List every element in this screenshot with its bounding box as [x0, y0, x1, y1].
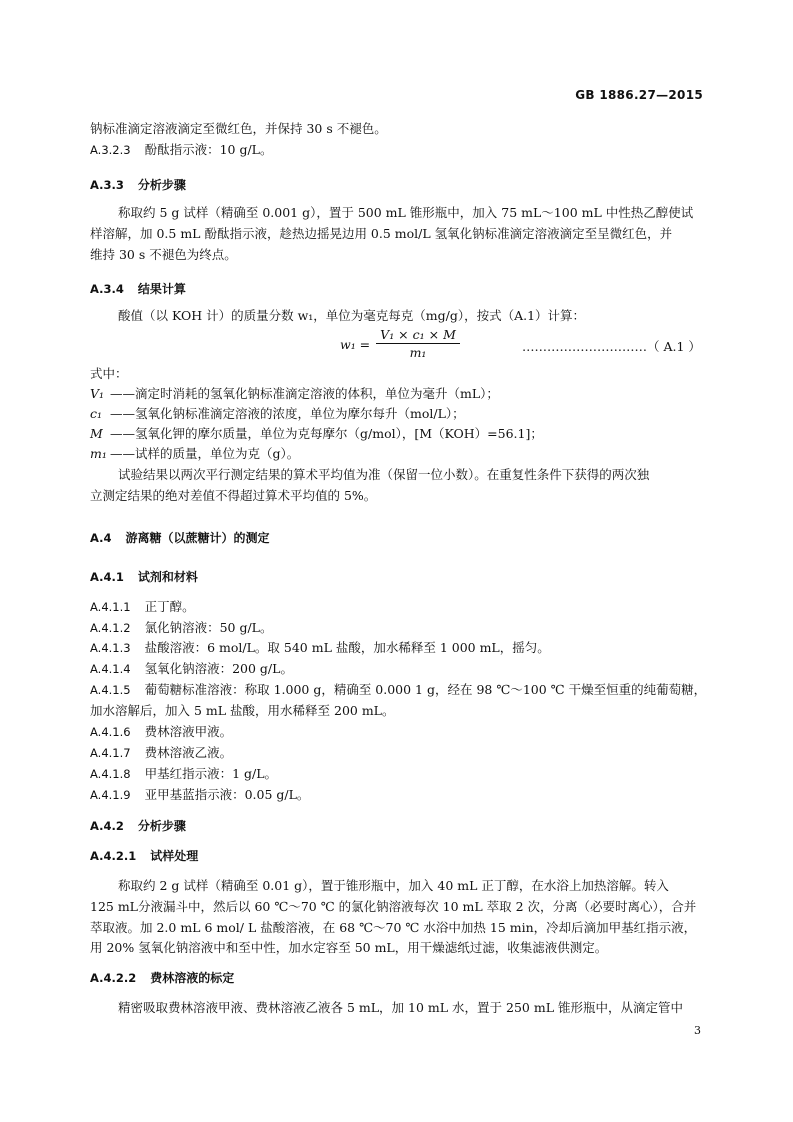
heading-number: A.3.4	[90, 282, 124, 296]
clause-text: 甲基红指示液：1 g/L。	[144, 766, 278, 781]
clause-text: 葡萄糖标准溶液：称取 1.000 g，精确至 0.000 1 g，经在 98 ℃～100 ℃ 干燥至恒重的纯葡萄糖，	[144, 682, 707, 697]
clause-text: 酚酞指示液：10 g/L。	[144, 142, 273, 157]
variable-description: ——试样的质量，单位为克（g）。	[110, 446, 300, 461]
clause-a4-1-6	[90, 724, 232, 740]
variable-definition	[90, 406, 465, 422]
heading-number: A.4.2.1	[90, 849, 137, 863]
paragraph-line: 称取约 2 g 试样（精确至 0.01 g），置于锥形瓶中，加入 40 mL 正丁醇，在水浴上加热溶解。转入	[118, 878, 669, 893]
variable-definition	[90, 386, 499, 402]
heading-title: 分析步骤	[137, 178, 186, 192]
standard-code-header: GB 1886.27—2015	[575, 88, 703, 102]
variable-symbol: M	[90, 426, 103, 441]
paragraph-line: 称取约 5 g 试样（精确至 0.001 g），置于 500 mL 锥形瓶中，加入 75 mL～100 mL 中性热乙醇使试	[118, 205, 694, 220]
paragraph-line: 125 mL分液漏斗中，然后以 60 ℃～70 ℃ 的氯化钠溶液每次 10 mL 萃取 2 次，分离（必要时离心），合并	[90, 899, 697, 914]
clause-a4-1-9	[90, 787, 309, 803]
heading-a4	[90, 530, 270, 546]
formula-numerator: V₁ × c₁ × M	[376, 327, 460, 344]
variable-description: ——氢氧化钠标准滴定溶液的浓度，单位为摩尔每升（mol/L）；	[110, 406, 465, 421]
heading-title: 分析步骤	[137, 819, 186, 833]
clause-number: A.4.1.9	[90, 788, 131, 802]
clause-text: 费林溶液乙液。	[144, 745, 233, 760]
heading-title: 结果计算	[137, 282, 186, 296]
clause-number: A.4.1.6	[90, 725, 131, 739]
clause-a4-1-5	[90, 682, 706, 698]
heading-number: A.3.3	[90, 178, 124, 192]
clause-number: A.4.1.7	[90, 746, 131, 760]
clause-text: 氯化钠溶液：50 g/L。	[144, 620, 273, 635]
clause-a4-1-2	[90, 620, 273, 636]
heading-a3-4	[90, 281, 186, 297]
paragraph-line: 样溶解，加 0.5 mL 酚酞指示液，趁热边摇晃边用 0.5 mol/L 氢氧化钠标准滴定溶液滴定至呈微红色，并	[90, 226, 673, 241]
heading-a3-3	[90, 177, 186, 193]
clause-a4-1-3	[90, 640, 550, 656]
clause-a4-1-7	[90, 745, 232, 761]
heading-number: A.4.1	[90, 570, 124, 584]
heading-number: A.4	[90, 531, 112, 545]
clause-a4-1-4	[90, 661, 293, 677]
heading-a4-2-2	[90, 970, 234, 986]
heading-a4-1	[90, 569, 198, 585]
variable-symbol: c₁	[90, 406, 103, 421]
variable-definition	[90, 446, 299, 462]
heading-title: 费林溶液的标定	[150, 971, 235, 985]
heading-title: 游离糖（以蔗糖计）的测定	[125, 531, 270, 545]
where-label: 式中：	[90, 366, 128, 381]
formula-a1	[340, 327, 460, 361]
clause-text: 氢氧化钠溶液：200 g/L。	[144, 661, 293, 676]
heading-a4-2-1	[90, 848, 198, 864]
paragraph-line: 酸值（以 KOH 计）的质量分数 w₁，单位为毫克每克（mg/g），按式（A.1）计算：	[118, 308, 586, 323]
paragraph-line: 维持 30 s 不褪色为终点。	[90, 247, 237, 262]
clause-a3-2-3	[90, 142, 273, 158]
clause-text: 正丁醇。	[144, 599, 195, 614]
variable-symbol: m₁	[90, 446, 107, 461]
formula-fraction	[376, 327, 460, 361]
formula-denominator: m₁	[409, 345, 427, 360]
paragraph-line: 精密吸取费林溶液甲液、费林溶液乙液各 5 mL，加 10 mL 水，置于 250 mL 锥形瓶中，从滴定管中	[118, 1000, 683, 1015]
heading-title: 试样处理	[150, 849, 199, 863]
formula-lhs: w₁ =	[340, 336, 371, 352]
clause-number: A.4.1.2	[90, 621, 131, 635]
clause-number: A.4.1.3	[90, 641, 131, 655]
variable-description: ——滴定时消耗的氢氧化钠标准滴定溶液的体积，单位为毫升（mL）；	[110, 386, 499, 401]
clause-number: A.3.2.3	[90, 143, 131, 157]
heading-number: A.4.2.2	[90, 971, 137, 985]
clause-text: 盐酸溶液：6 mol/L。取 540 mL 盐酸，加水稀释至 1 000 mL，摇匀。	[144, 640, 550, 655]
text-line: 加水溶解后，加入 5 mL 盐酸，用水稀释至 200 mL。	[90, 703, 395, 718]
clause-text: 费林溶液甲液。	[144, 724, 233, 739]
paragraph-line: 用 20% 氢氧化钠溶液中和至中性，加水定容至 50 mL，用干燥滤纸过滤，收集滤液供测定。	[90, 940, 608, 955]
clause-a4-1-8	[90, 766, 277, 782]
clause-a4-1-1	[90, 599, 195, 615]
variable-definition	[90, 426, 543, 442]
page-number: 3	[694, 1024, 701, 1037]
heading-a4-2	[90, 818, 186, 834]
paragraph-line: 试验结果以两次平行测定结果的算术平均值为准（保留一位小数）。在重复性条件下获得的两次独	[118, 467, 650, 482]
clause-number: A.4.1.4	[90, 662, 131, 676]
clause-number: A.4.1.1	[90, 600, 131, 614]
equation-label: …………………………（ A.1 ）	[522, 339, 701, 354]
heading-number: A.4.2	[90, 819, 124, 833]
variable-symbol: V₁	[90, 386, 105, 401]
heading-title: 试剂和材料	[137, 570, 198, 584]
paragraph-line: 萃取液。加 2.0 mL 6 mol/ L 盐酸溶液，在 68 ℃～70 ℃ 水浴中加热 15 min，冷却后滴加甲基红指示液，	[90, 920, 697, 935]
clause-number: A.4.1.5	[90, 683, 131, 697]
clause-number: A.4.1.8	[90, 767, 131, 781]
variable-description: ——氢氧化钾的摩尔质量，单位为克每摩尔（g/mol），[M（KOH）=56.1]；	[110, 426, 543, 441]
paragraph-line: 立测定结果的绝对差值不得超过算术平均值的 5%。	[90, 488, 377, 503]
text-line: 钠标准滴定溶液滴定至微红色，并保持 30 s 不褪色。	[90, 121, 387, 136]
clause-text: 亚甲基蓝指示液：0.05 g/L。	[144, 787, 310, 802]
